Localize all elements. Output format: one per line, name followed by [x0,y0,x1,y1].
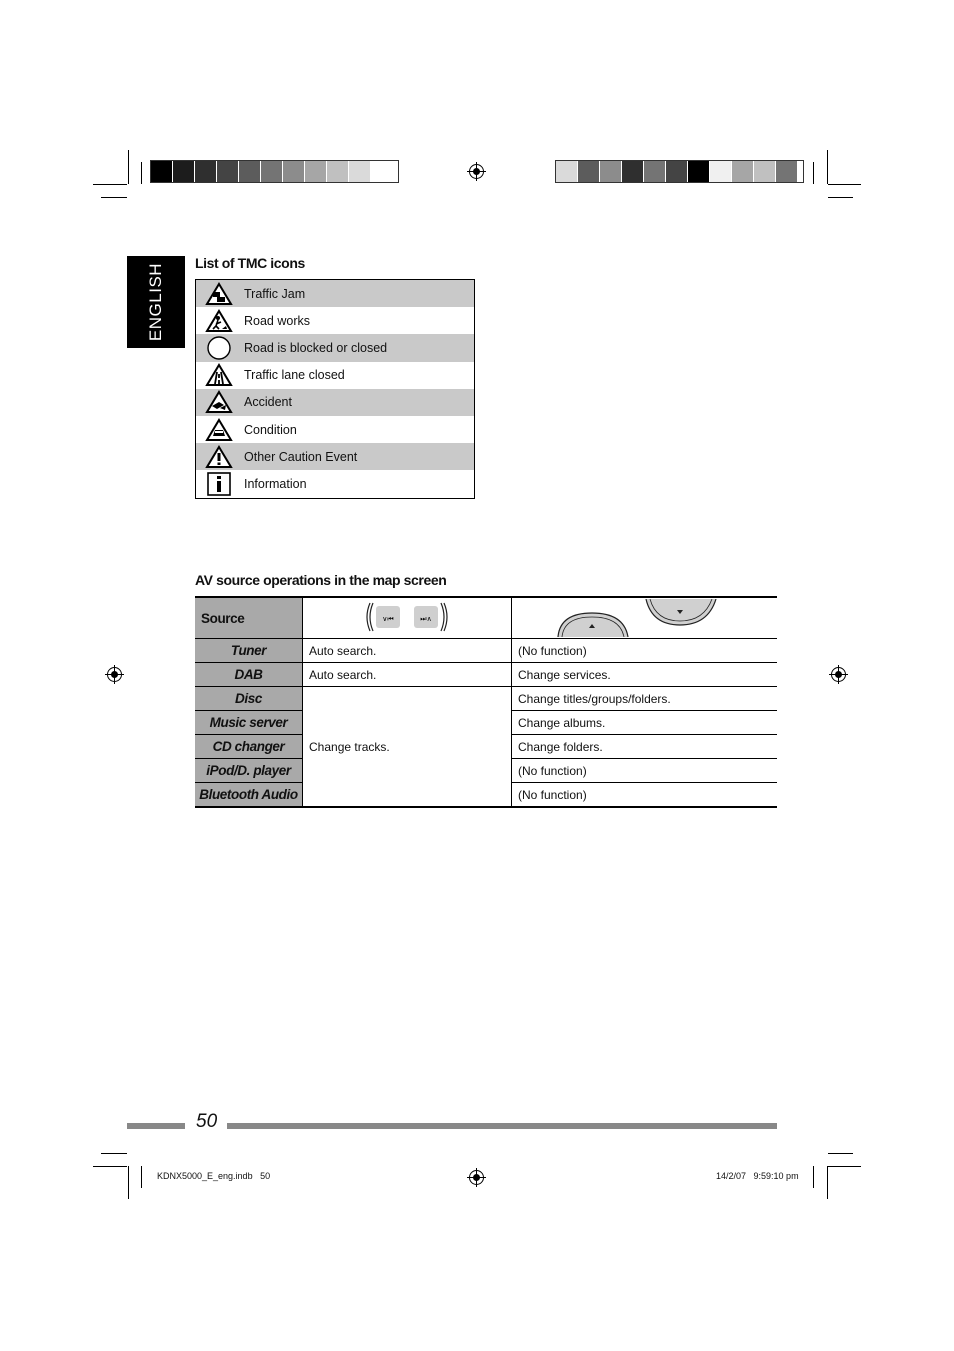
tmc-row [196,416,474,443]
tmc-section-title: List of TMC icons [195,255,305,271]
crop-mark [141,1166,142,1188]
page-bar-right [227,1123,777,1129]
crop-mark [813,1166,814,1188]
tmc-label: Road is blocked or closed [244,340,388,355]
crop-mark [93,184,127,185]
av-operations-table [195,596,777,808]
av-section-title: AV source operations in the map screen [195,572,447,588]
dial-action-cell: Change titles/groups/folders. [512,687,778,711]
table-row [195,663,777,687]
skip-buttons-icon [362,600,452,634]
footer-file-info: KDNX5000_E_eng.indb 50 [157,1171,271,1181]
traffic-jam-icon [204,282,234,306]
tmc-row [196,280,474,307]
calibration-swatch [349,161,371,182]
source-cell: Disc [195,687,303,711]
skip-buttons-header-cell [303,597,512,639]
tmc-label: Information [244,476,307,491]
svg-text:⏭∧: ⏭∧ [420,614,432,623]
calibration-swatch [622,161,644,182]
source-cell: CD changer [195,735,303,759]
dial-action-cell: (No function) [512,759,778,783]
calibration-bar-right [555,160,804,183]
crop-mark [128,150,129,184]
calibration-swatch [644,161,666,182]
crop-mark [828,1153,853,1154]
tmc-row [196,334,474,361]
page-bar-left [127,1123,185,1129]
source-cell: Bluetooth Audio [195,783,303,808]
language-tab [127,256,185,348]
calibration-swatch [600,161,622,182]
svg-text:∨⏮: ∨⏮ [382,614,394,623]
footer-timestamp: 14/2/07 9:59:10 pm [716,1171,799,1181]
crop-mark [827,150,828,184]
calibration-swatch [283,161,305,182]
information-icon [204,472,234,496]
calibration-swatch [195,161,217,182]
crop-mark [101,197,127,198]
tmc-row [196,307,474,334]
crop-mark [141,162,142,184]
table-row [195,687,777,711]
tmc-label: Traffic Jam [244,286,306,301]
crop-mark [101,1153,127,1154]
tmc-icon-table [195,279,475,499]
calibration-swatch [305,161,327,182]
crop-mark [128,1166,129,1199]
crop-mark [828,184,861,185]
calibration-swatch [688,161,710,182]
dial-action-cell: Change folders. [512,735,778,759]
tmc-label: Accident [244,395,292,410]
crop-mark [828,197,853,198]
accident-icon [204,390,234,414]
tmc-label: Traffic lane closed [244,368,345,383]
crop-mark [93,1166,127,1167]
registration-mark-icon [831,667,846,682]
table-header-row [195,597,777,639]
skip-action-cell: Auto search. [303,639,512,663]
tmc-label: Other Caution Event [244,449,358,464]
skip-action-merged-cell: Change tracks. [303,687,512,808]
calibration-swatch [578,161,600,182]
calibration-bar-left [150,160,399,183]
source-cell: DAB [195,663,303,687]
tmc-row [196,389,474,416]
calibration-swatch [666,161,688,182]
calibration-swatch [151,161,173,182]
calibration-swatch [371,161,393,182]
registration-mark-icon [469,164,484,179]
condition-icon [204,418,234,442]
tmc-row [196,362,474,389]
page-number: 50 [196,1111,218,1132]
dial-action-cell: (No function) [512,639,778,663]
language-tab-label: ENGLISH [146,262,166,342]
dial-buttons-icon [512,599,770,637]
road-blocked-icon [204,336,234,360]
crop-mark [827,1166,828,1199]
calibration-swatch [217,161,239,182]
calibration-swatch [776,161,798,182]
tmc-label: Condition [244,422,297,437]
caution-icon [204,445,234,469]
lane-closed-icon [204,363,234,387]
registration-mark-icon [469,1170,484,1185]
calibration-swatch [710,161,732,182]
calibration-swatch [754,161,776,182]
calibration-swatch [173,161,195,182]
calibration-swatch [327,161,349,182]
tmc-row [196,443,474,470]
calibration-swatch [239,161,261,182]
source-header-cell: Source [195,597,303,639]
dial-action-cell: Change albums. [512,711,778,735]
tmc-label: Road works [244,313,310,328]
calibration-swatch [732,161,754,182]
dial-buttons-header-cell [512,597,778,639]
source-cell: Music server [195,711,303,735]
dial-action-cell: Change services. [512,663,778,687]
table-row [195,639,777,663]
source-cell: Tuner [195,639,303,663]
road-works-icon [204,309,234,333]
calibration-swatch [556,161,578,182]
dial-action-cell: (No function) [512,783,778,808]
calibration-swatch [261,161,283,182]
source-cell: iPod/D. player [195,759,303,783]
skip-action-cell: Auto search. [303,663,512,687]
registration-mark-icon [107,667,122,682]
crop-mark [828,1166,861,1167]
crop-mark [813,162,814,184]
tmc-row [196,470,474,497]
